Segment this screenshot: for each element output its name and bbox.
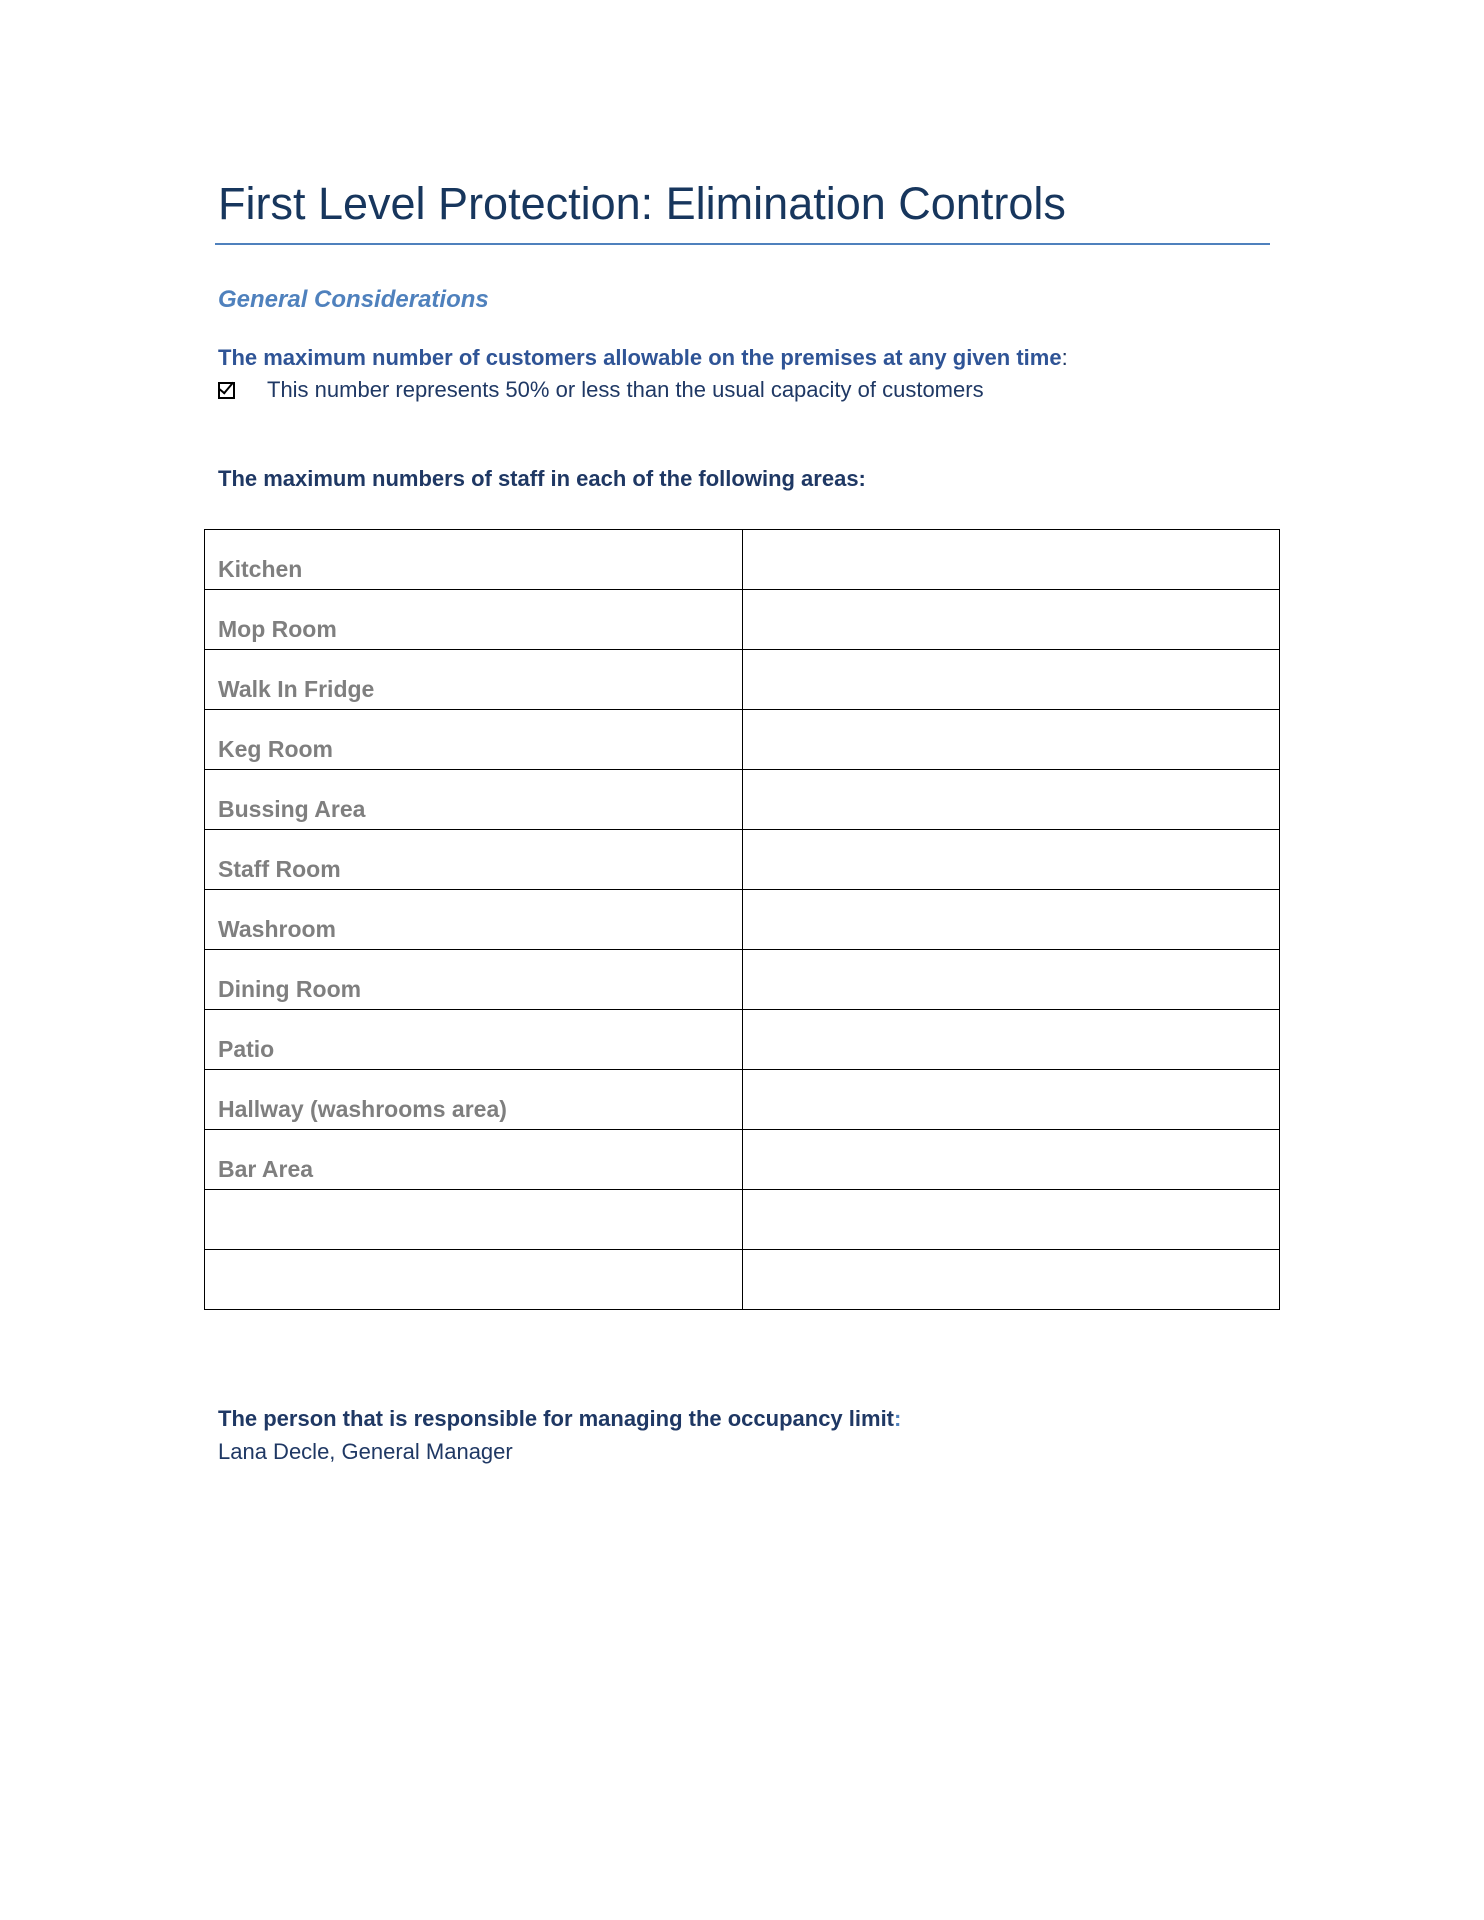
staff-count-cell[interactable] bbox=[742, 1070, 1280, 1130]
area-label: Patio bbox=[205, 1010, 743, 1070]
staff-count-cell[interactable] bbox=[742, 1250, 1280, 1310]
table-row bbox=[205, 830, 1280, 890]
staff-count-cell[interactable] bbox=[742, 1190, 1280, 1250]
staff-count-cell[interactable] bbox=[742, 770, 1280, 830]
staff-count-cell[interactable] bbox=[742, 710, 1280, 770]
area-label: Walk In Fridge bbox=[205, 650, 743, 710]
area-label: Dining Room bbox=[205, 950, 743, 1010]
section-heading: General Considerations bbox=[218, 286, 489, 313]
area-label: Hallway (washrooms area) bbox=[205, 1070, 743, 1130]
staff-count-cell[interactable] bbox=[742, 1130, 1280, 1190]
area-label bbox=[205, 1190, 743, 1250]
table-row bbox=[205, 890, 1280, 950]
table-row bbox=[205, 1250, 1280, 1310]
table-row bbox=[205, 650, 1280, 710]
area-label: Mop Room bbox=[205, 590, 743, 650]
table-row bbox=[205, 1130, 1280, 1190]
staff-count-cell[interactable] bbox=[742, 890, 1280, 950]
table-row bbox=[205, 710, 1280, 770]
staff-count-cell[interactable] bbox=[742, 650, 1280, 710]
table-row bbox=[205, 1070, 1280, 1130]
title-divider bbox=[215, 243, 1270, 245]
responsible-heading-text: The person that is responsible for managing the occupancy limit bbox=[218, 1406, 895, 1431]
responsible-person: Lana Decle, General Manager bbox=[218, 1439, 513, 1464]
customers-heading bbox=[218, 345, 1068, 371]
checkbox-label: This number represents 50% or less than the usual capacity of customers bbox=[267, 377, 984, 402]
staff-count-cell[interactable] bbox=[742, 830, 1280, 890]
area-label: Keg Room bbox=[205, 710, 743, 770]
area-label: Bussing Area bbox=[205, 770, 743, 830]
table-row bbox=[205, 950, 1280, 1010]
table-row bbox=[205, 1190, 1280, 1250]
area-label bbox=[205, 1250, 743, 1310]
staff-heading: The maximum numbers of staff in each of the following areas: bbox=[218, 466, 866, 491]
staff-count-cell[interactable] bbox=[742, 590, 1280, 650]
area-label: Kitchen bbox=[205, 530, 743, 590]
responsible-heading bbox=[218, 1406, 901, 1432]
table-row bbox=[205, 530, 1280, 590]
staff-count-cell[interactable] bbox=[742, 1010, 1280, 1070]
table-row bbox=[205, 770, 1280, 830]
staff-count-cell[interactable] bbox=[742, 530, 1280, 590]
capacity-checkbox-row[interactable] bbox=[218, 377, 984, 403]
colon: : bbox=[1061, 345, 1068, 370]
customers-heading-text: The maximum number of customers allowable on the premises at any given time bbox=[218, 345, 1062, 370]
table-row bbox=[205, 1010, 1280, 1070]
colon: : bbox=[894, 1406, 902, 1431]
table-row bbox=[205, 590, 1280, 650]
staff-table bbox=[204, 529, 1280, 1310]
page-title: First Level Protection: Elimination Controls bbox=[218, 178, 1066, 229]
area-label: Washroom bbox=[205, 890, 743, 950]
staff-count-cell[interactable] bbox=[742, 950, 1280, 1010]
area-label: Staff Room bbox=[205, 830, 743, 890]
area-label: Bar Area bbox=[205, 1130, 743, 1190]
checkbox-checked-icon[interactable] bbox=[218, 382, 235, 399]
